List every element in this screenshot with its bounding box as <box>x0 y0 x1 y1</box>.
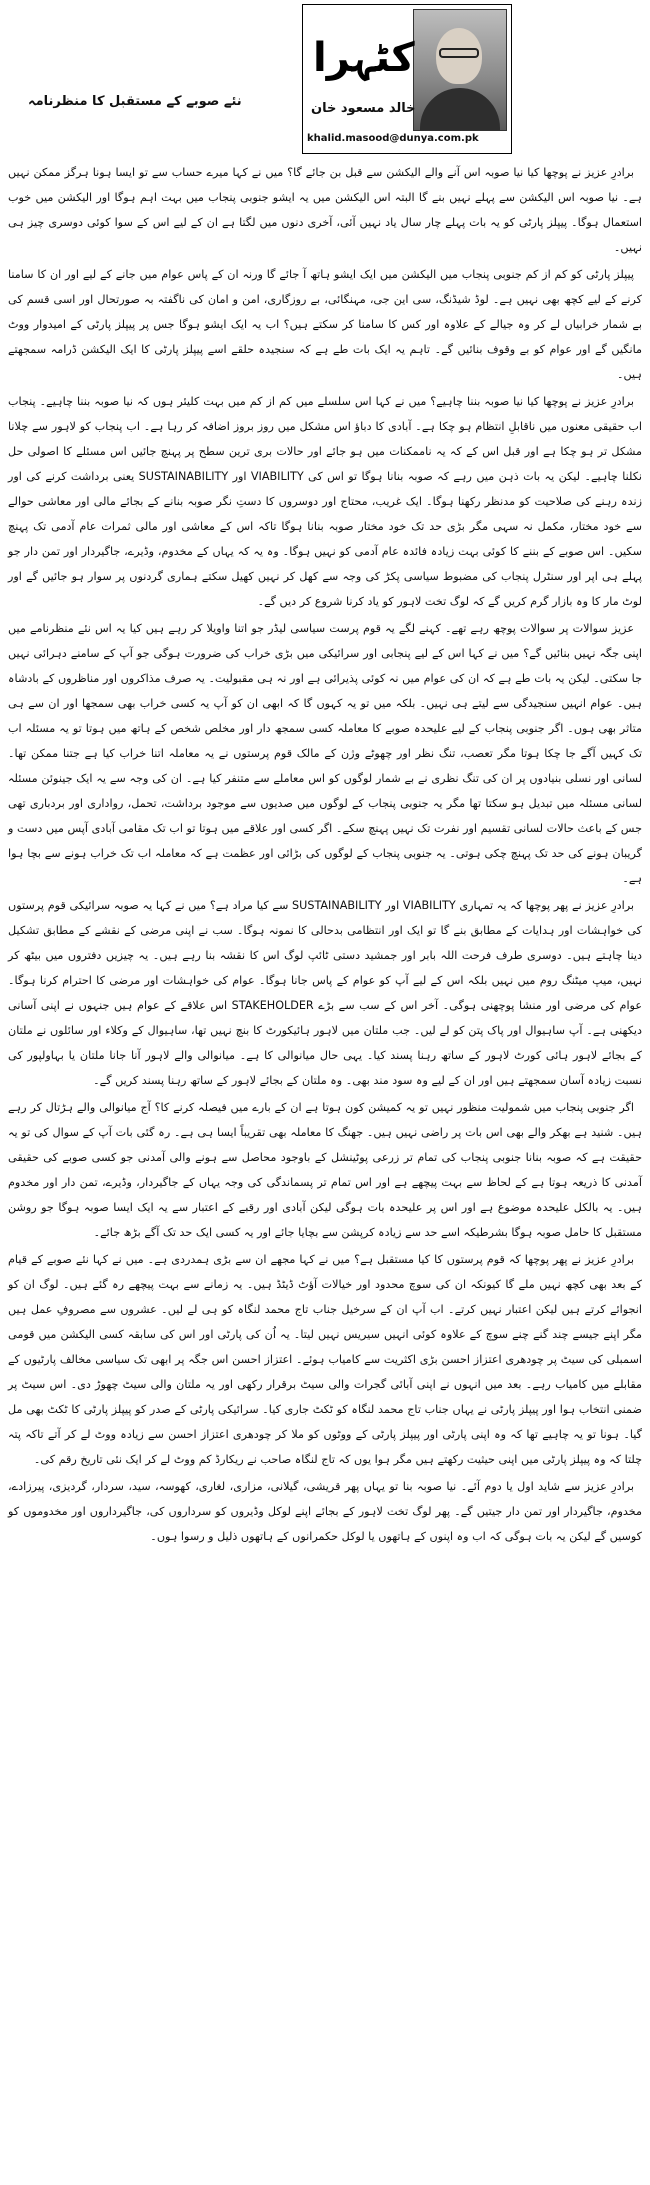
paragraph-3: برادرِ عزیز نے پوچھا کیا نیا صوبہ بننا چاہیے؟ میں نے کہا اس سلسلے میں کم از کم میں بہت کلیئر ہوں کہ نیا صوبہ بننا چاہیے۔ پنجاب اب حقیقی معنوں میں ناقابلِ انتظام ہو چکا ہے۔ آبادی کا دباؤ اس مشکل میں روز بروز اضافہ کر رہا ہے۔ اب پنجاب کو لاہور سے چلانا مشکل تر ہو چکا ہے اور قبل اس کے کہ یہ ناممکنات میں ہو جائے اور حالات بری ترین سطح پر پہنچ جائیں اس مسئلے کا اصولی حل نکلنا چاہیے۔ لیکن یہ بات ذہن میں رہے کہ صوبہ بنانا ہوگا تو اس کی VIABILITY اور SUSTAINABILITY یعنی برداشت کرنے کی اور زندہ رہنے کی صلاحیت کو مدنظر رکھنا ہوگا۔ ایک غریب، محتاج اور دوسروں کا دستِ نگر صوبہ بنانے کے بجائے مالی اور معاشی حوالے سے خود مختار، مکمل نہ سہی مگر بڑی حد تک خود مختار صوبہ بنانا ہوگا تاکہ اس کے معاشی اور مالی ثمرات عام آدمی تک پہنچ سکیں۔ اس صوبے کے بننے کا کوئی بہت زیادہ فائدہ عام آدمی کو نہیں ہوگا۔ وہ یہ کہ یہاں کے مخدوم، وڈیرے، جاگیردار اور تمن دار جو پہلے ہی اپر اور سنٹرل پنجاب کی مضبوط سیاسی پکڑ کی وجہ سے کھل کر نہیں کھیل سکتے ہماری گردنوں پر سوار ہو جائیں گے اور لوٹ مار کا وہ بازار گرم کریں گے کہ لوگ تخت لاہور کو یاد کرنا شروع کر دیں گے۔ <box>8 395 642 608</box>
paragraph-5: برادرِ عزیز نے پھر پوچھا کہ یہ تمہاری VIABILITY اور SUSTAINABILITY سے کیا مراد ہے؟ میں نے کہا یہ صوبہ سرائیکی قوم پرستوں کی خواہشات اور ہدایات کے مطابق بنے گا تو ایک اور انتظامی بدحالی کا نمونہ ہوگا۔ سب نے اپنی مرضی کے نقشے کے مطابق تشکیل دینا چاہتے ہیں۔ دوسری طرف فرحت اللہ بابر اور جمشید دستی ٹائپ لوگ اس کا نقشہ بنا رہے ہیں۔ یہ چیزیں دفتروں میں بیٹھ کر نہیں، میپ میٹنگ روم میں نہیں بلکہ اس کے لیے آپ کو عوام کے پاس جانا ہوگا۔ عوام کی خواہشات اور مرضی کا احترام کرنا ہوگا۔ عوام کی مرضی اور منشا پوچھنی ہوگی۔ آخر اس کے سب سے بڑے STAKEHOLDER اس علاقے کے عوام ہیں جنہوں نے اپنی آسانی دیکھنی ہے۔ آپ ساہیوال اور پاک پتن کو لے لیں۔ جب ملتان میں لاہور ہائیکورٹ کا بنچ نہیں تھا، ساہیوال کے وکلاء اور سائلوں نے ملتان کے بجائے لاہور ہائی کورٹ لاہور کے ساتھ رہنا پسند کیا۔ یہی حال میانوالی کا ہے۔ میانوالی والے لاہور آنا جانا ملتان یا بہاولپور کی نسبت زیادہ آسان سمجھتے ہیں اور ان کے لیے وہ سود مند بھی۔ وہ ملتان کے بجائے لاہور کے ساتھ رہنا پسند کریں گے۔ <box>8 899 643 1087</box>
column-header <box>8 4 642 164</box>
paragraph-2: پیپلز پارٹی کو کم از کم جنوبی پنجاب میں الیکشن میں ایک ایشو ہاتھ آ جائے گا ورنہ ان کے پاس عوام میں جانے کے لیے اور ان کا سامنا کرنے کے لیے کچھ بھی نہیں ہے۔ لوڈ شیڈنگ، سی این جی، مہنگائی، بے روزگاری، امن و امان کی ناگفتہ بہ صورتحال اور اسی قسم کی بے شمار خرابیاں لے کر وہ جیالے کے علاوہ اور کس کا سامنا کر سکتے ہیں؟ اب یہ ایک ایشو ہوگا جس پر پیپلز پارٹی کے امیدوار ووٹ مانگیں گے اور عوام کو بے وقوف بنائیں گے۔ تاہم یہ ایک بات طے ہے کہ سنجیدہ حلقے اسے پیپلز پارٹی کا ایک الیکشن ڈرامہ سمجھتے ہیں۔ <box>8 268 642 381</box>
paragraph-8: برادرِ عزیز سے شاید اول یا دوم آئے۔ نیا صوبہ بنا تو یہاں پھر قریشی، گیلانی، مزاری، لغاری، کھوسہ، سید، سردار، گردیزی، پیرزادے، مخدوم، جاگیردار اور تمن دار جیتیں گے۔ پھر لوگ تخت لاہور کے بجائے اپنے لوکل وڈیروں کو سرداروں کی، جاگیرداروں اور مخدوموں کو کوسیں گے لیکن یہ بات ہوگی کہ اب وہ اپنوں کے ہاتھوں یا لوکل حکمرانوں کے ہاتھوں ذلیل و رسوا ہوں۔ <box>8 1480 642 1543</box>
column-masthead <box>302 4 512 154</box>
paragraph-1: برادرِ عزیز نے پوچھا کیا نیا صوبہ اس آنے والے الیکشن سے قبل بن جائے گا؟ میں نے کہا میرے حساب سے تو ایسا ہونا ہرگز ممکن نہیں ہے۔ نیا صوبہ اس الیکشن سے پہلے نہیں بنے گا البتہ اس الیکشن میں یہ ایشو جنوبی پنجاب میں بہت اہم ہوگا اور الیکشن میں خوب استعمال ہوگا۔ پیپلز پارٹی کو یہ بات پہلے چار سال یاد نہیں آئی، آخری دنوں میں لگتا ہے ان کے لیے اس کے سوا کوئی دوسری چیز ہی نہیں۔ <box>8 166 642 254</box>
paragraph-4: عزیز سوالات پر سوالات پوچھ رہے تھے۔ کہنے لگے یہ قوم پرست سیاسی لیڈر جو اتنا واویلا کر رہے ہیں کیا یہ اس نئے منظرنامے میں اپنی جگہ نہیں بنائیں گے؟ میں نے کہا اس کے لیے پنجابی اور سرائیکی میں بڑی خراب کی ضرورت ہوگی جو آپ کے سامنے دہرائی نہیں جا سکتی۔ لیکن یہ بات طے ہے کہ ان کی عوام میں نہ کوئی پذیرائی ہے اور نہ ہی مقبولیت۔ یہ صرف مذاکروں اور مناظروں کے بادشاہ ہیں۔ عوام انہیں سنجیدگی سے لیتے ہی نہیں۔ بلکہ میں تو یہ کہوں گا کہ ابھی ان کو آپ یہ کسی خراب بھی سمجھا اور ان سے ہی متاثر بھی ہوں۔ اگر جنوبی پنجاب کے لیے علیحدہ صوبے کا معاملہ کسی سمجھ دار اور مخلص شخص کے ہاتھ میں ہوتا تو یہ مسئلہ اب تک کہیں آگے جا چکا ہوتا مگر تعصب، تنگ نظر اور چھوٹے وژن کے مالک قوم پرستوں نے یہ معاملہ اتنا خراب کیا ہے جتنا ممکن تھا۔ لسانی اور نسلی بنیادوں پر ان کی تنگ نظری نے بے شمار لوگوں کو اس معاملے سے متنفر کیا ہے۔ ان کی وجہ سے یہ ایک جینوئن مسئلہ لسانی مسئلہ میں تبدیل ہو سکتا تھا مگر یہ جنوبی پنجاب کے لوگوں میں صدیوں سے موجود برداشت، تحمل، رواداری اور بردباری تھی جس کے باعث حالات لسانی تقسیم اور نفرت تک نہیں پہنچ سکے۔ اگر کسی اور علاقے میں ہوتا تو اب تک مقامی آبادی آپس میں دست و گریبان ہونے کی حد تک پہنچ چکی ہوتی۔ یہ جنوبی پنجاب کے لوگوں کی بڑائی اور عظمت ہے کہ معاملہ اب تک خراب ہونے سے بچا ہوا ہے۔ <box>8 622 642 885</box>
columnist-photo <box>413 9 507 131</box>
column-headline: نئے صوبے کے مستقبل کا منظرنامہ <box>28 94 242 109</box>
author-name: خالد مسعود خان <box>311 101 416 116</box>
paragraph-6: اگر جنوبی پنجاب میں شمولیت منظور نہیں تو یہ کمیشن کون ہوتا ہے ان کے بارے میں فیصلہ کرنے کا؟ آج میانوالی والے ہڑتال کر رہے ہیں۔ شنید ہے بھکر والے بھی اس بات پر راضی نہیں ہیں۔ جھنگ کا معاملہ بھی تقریباً ایسا ہی ہے۔ رہ گئی بات آپ کے سوال کی تو یہ حقیقت ہے کہ صوبہ بنانا جنوبی پنجاب کی تمام تر زرعی پوٹینشل کے باوجود محاصل سے ہونے والی آمدنی جو کسی صوبے کی حقیقی آمدنی کا ذریعہ ہوتا ہے کے لحاظ سے بہت پیچھے ہے اور اس تمام تر پسماندگی کی وجہ یہاں کے جاگیردار، وڈیرے، تمن دار اور مخدوم ہیں۔ یہ بالکل علیحدہ موضوع ہے اور اس پر علیحدہ بات ہوگی لیکن آبادی اور رقبے کے اعتبار سے یہ ایک ایسا صوبہ ہوگا جو روشن مستقبل کا حامل صوبہ ہوگا بشرطیکہ اسے حد سے زیادہ کرپشن سے بچایا جائے اور یہ کسی ایک حد تک آگے بڑھ جائے۔ <box>8 1101 642 1239</box>
photo-glasses-shape <box>439 48 479 58</box>
column-body <box>8 160 642 1551</box>
paragraph-7: برادرِ عزیز نے پھر پوچھا کہ قوم پرستوں کا کیا مستقبل ہے؟ میں نے کہا مجھے ان سے بڑی ہمدردی ہے۔ میں نے کہا نئے صوبے کے قیام کے بعد بھی کچھ نہیں ملے گا کیونکہ ان کی سوچ محدود اور خیالات آؤٹ ڈیٹڈ ہیں۔ یہ زمانے سے بہت پیچھے رہ گئے ہیں۔ لوگ ان کو انجوائے کرتے ہیں لیکن اعتبار نہیں کرتے۔ اب آپ ان کے سرخیل جناب تاج محمد لنگاہ کو ہی لے لیں۔ عشروں سے مصروفِ عمل ہیں مگر اپنے جیسے چند گنے چنے سوچ کے علاوہ کوئی انہیں سیریس نہیں لیتا۔ یہ اُن کی پارٹی اور اس کی سابقہ کسی الیکشن میں قومی اسمبلی کی سیٹ پر چودھری اعتزاز احسن بڑی اکثریت سے کامیاب ہوئے۔ اعتزاز احسن اس جگہ پر ابھی تک سیاسی مخالف پارٹیوں کے مقابلے میں کامیاب رہے۔ بعد میں انہوں نے اپنی آبائی گجرات والی سیٹ برقرار رکھی اور یہ ملتان والی سیٹ چھوڑ دی۔ اس سیٹ پر ضمنی انتخاب ہوا اور پیپلز پارٹی نے یہاں جناب تاج محمد لنگاہ کو ٹکٹ جاری کیا۔ سرائیکی پارٹی کے صدر کو پیپلز پارٹی کا ٹکٹ بھی مل گیا۔ ہونا تو یہ چاہیے تھا کہ وہ اپنی پارٹی اور پیپلز پارٹی کے ووٹوں کو ملا کر چودھری اعتزاز احسن سے زیادہ ووٹ لے کر آتے تاکہ پتہ چلتا کہ وہ پیپلز پارٹی میں اپنی حیثیت رکھتے ہیں مگر ہوا یوں کہ تاج لنگاہ صاحب نے ریکارڈ کم ووٹ لے کر ایک نئی تاریخ رقم کی۔ <box>8 1253 642 1466</box>
column-logo: کٹہرا <box>313 35 415 81</box>
author-email[interactable]: khalid.masood@dunya.com.pk <box>307 133 479 144</box>
photo-body-shape <box>420 88 500 131</box>
